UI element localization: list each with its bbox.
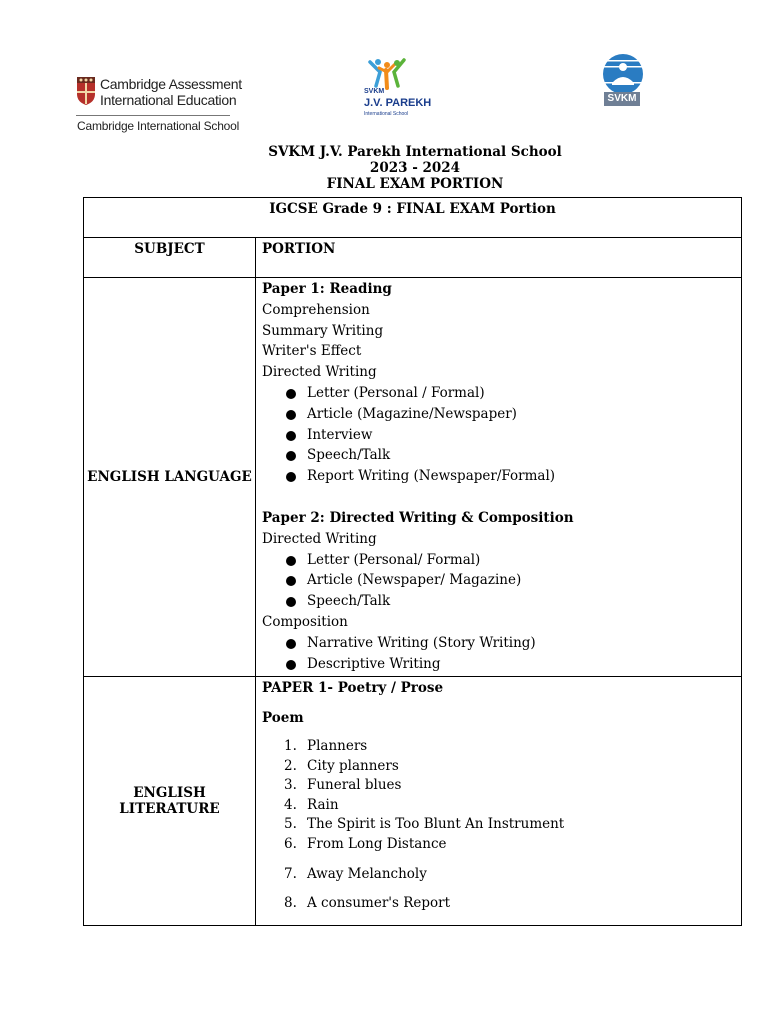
portion-english-literature xyxy=(256,677,742,926)
bullet-list xyxy=(262,633,741,675)
poem-title: Funeral blues xyxy=(307,777,402,794)
list-item-text: Letter (Personal / Formal) xyxy=(307,384,485,401)
list-number: 5. xyxy=(284,816,297,833)
exam-portion-table xyxy=(83,197,742,926)
list-item xyxy=(262,865,741,885)
bullet-icon xyxy=(286,389,296,399)
paper-heading: PAPER 1- Poetry / Prose xyxy=(262,680,444,696)
bullet-icon xyxy=(286,576,296,586)
list-item xyxy=(262,425,741,446)
list-item xyxy=(262,404,741,425)
list-number: 2. xyxy=(284,757,297,774)
document-heading xyxy=(0,144,768,192)
list-item xyxy=(262,633,741,654)
poem-title: Rain xyxy=(307,796,339,813)
table-title-row xyxy=(84,198,742,238)
paper-heading: Paper 1: Reading xyxy=(262,281,392,297)
paper-heading: Paper 2: Directed Writing & Composition xyxy=(262,509,574,526)
portion-item: Composition xyxy=(262,613,348,630)
spacer xyxy=(262,487,741,508)
portion-english-language xyxy=(256,278,742,677)
list-number: 4. xyxy=(284,796,297,813)
table-row xyxy=(84,278,742,677)
portion-item: Writer's Effect xyxy=(262,343,362,360)
portion-item: Directed Writing xyxy=(262,364,377,381)
document-title: FINAL EXAM PORTION xyxy=(326,176,504,192)
list-number: 1. xyxy=(284,738,297,754)
list-item xyxy=(262,776,741,796)
list-item xyxy=(262,654,741,675)
subject-english-language: ENGLISH LANGUAGE xyxy=(84,278,256,677)
table-title: IGCSE Grade 9 : FINAL EXAM Portion xyxy=(84,198,742,238)
list-item xyxy=(262,757,741,777)
list-number: 8. xyxy=(284,895,297,912)
bullet-icon xyxy=(286,639,296,649)
bullet-icon xyxy=(286,410,296,420)
list-item-text: Speech/Talk xyxy=(307,447,391,464)
poem-title: Planners xyxy=(307,738,368,754)
jvp-logo-sub-text: International School xyxy=(364,111,409,117)
list-item-text: Article (Newspaper/ Magazine) xyxy=(307,572,522,589)
poem-title: Away Melancholy xyxy=(307,865,427,882)
svkm-logo-text: SVKM xyxy=(604,92,640,106)
list-item xyxy=(262,550,741,571)
list-item xyxy=(262,737,741,757)
bullet-icon xyxy=(286,556,296,566)
portion-column-header: PORTION xyxy=(256,238,742,278)
list-item xyxy=(262,835,741,855)
list-item-text: Narrative Writing (Story Writing) xyxy=(307,634,536,651)
subject-column-header: SUBJECT xyxy=(84,238,256,278)
list-item-text: Letter (Personal/ Formal) xyxy=(307,551,481,568)
svkm-logo xyxy=(598,52,648,110)
list-number: 6. xyxy=(284,835,297,852)
list-item xyxy=(262,815,741,835)
cambridge-shield-icon xyxy=(76,76,96,106)
jvp-logo-small-text: SVKM xyxy=(364,88,385,95)
bullet-icon xyxy=(286,431,296,441)
poem-title: From Long Distance xyxy=(307,835,447,852)
list-item xyxy=(262,383,741,404)
cambridge-logo xyxy=(76,76,246,138)
list-item xyxy=(262,466,741,487)
poem-title: A consumer's Report xyxy=(307,895,451,912)
bullet-icon xyxy=(286,472,296,482)
list-item-text: Article (Magazine/Newspaper) xyxy=(307,405,517,422)
cambridge-logo-line1: Cambridge Assessment xyxy=(100,76,242,92)
cambridge-logo-line2: International Education xyxy=(100,92,237,108)
svkm-globe-icon xyxy=(598,52,648,92)
bullet-icon xyxy=(286,451,296,461)
list-item xyxy=(262,796,741,816)
poem-list xyxy=(262,737,741,914)
school-name: SVKM J.V. Parekh International School xyxy=(268,144,562,160)
cambridge-logo-divider xyxy=(76,115,230,116)
list-item xyxy=(262,591,741,612)
list-item-text: Speech/Talk xyxy=(307,593,391,610)
subject-english-literature: ENGLISH LITERATURE xyxy=(84,677,256,926)
jvp-logo-main-text: J.V. PAREKH xyxy=(364,97,432,109)
portion-item: Summary Writing xyxy=(262,322,384,339)
poem-title: City planners xyxy=(307,757,399,774)
bullet-list xyxy=(262,550,741,612)
list-number: 3. xyxy=(284,777,297,794)
list-item xyxy=(262,570,741,591)
bullet-icon xyxy=(286,597,296,607)
list-number: 7. xyxy=(284,865,297,882)
poem-title: The Spirit is Too Blunt An Instrument xyxy=(307,816,565,833)
table-header-row xyxy=(84,238,742,278)
jvp-figures-icon xyxy=(366,56,408,90)
poem-label: Poem xyxy=(262,710,304,726)
list-item-text: Descriptive Writing xyxy=(307,655,441,672)
list-item xyxy=(262,894,741,914)
list-item xyxy=(262,445,741,466)
list-item-text: Report Writing (Newspaper/Formal) xyxy=(307,468,556,485)
bullet-list xyxy=(262,383,741,487)
portion-item: Comprehension xyxy=(262,301,370,318)
cambridge-logo-line3: Cambridge International School xyxy=(77,119,240,133)
list-item-text: Interview xyxy=(307,426,373,443)
portion-item: Directed Writing xyxy=(262,530,377,547)
jvp-school-logo xyxy=(360,56,432,122)
bullet-icon xyxy=(286,660,296,670)
table-row xyxy=(84,677,742,926)
academic-year: 2023 - 2024 xyxy=(369,160,461,176)
